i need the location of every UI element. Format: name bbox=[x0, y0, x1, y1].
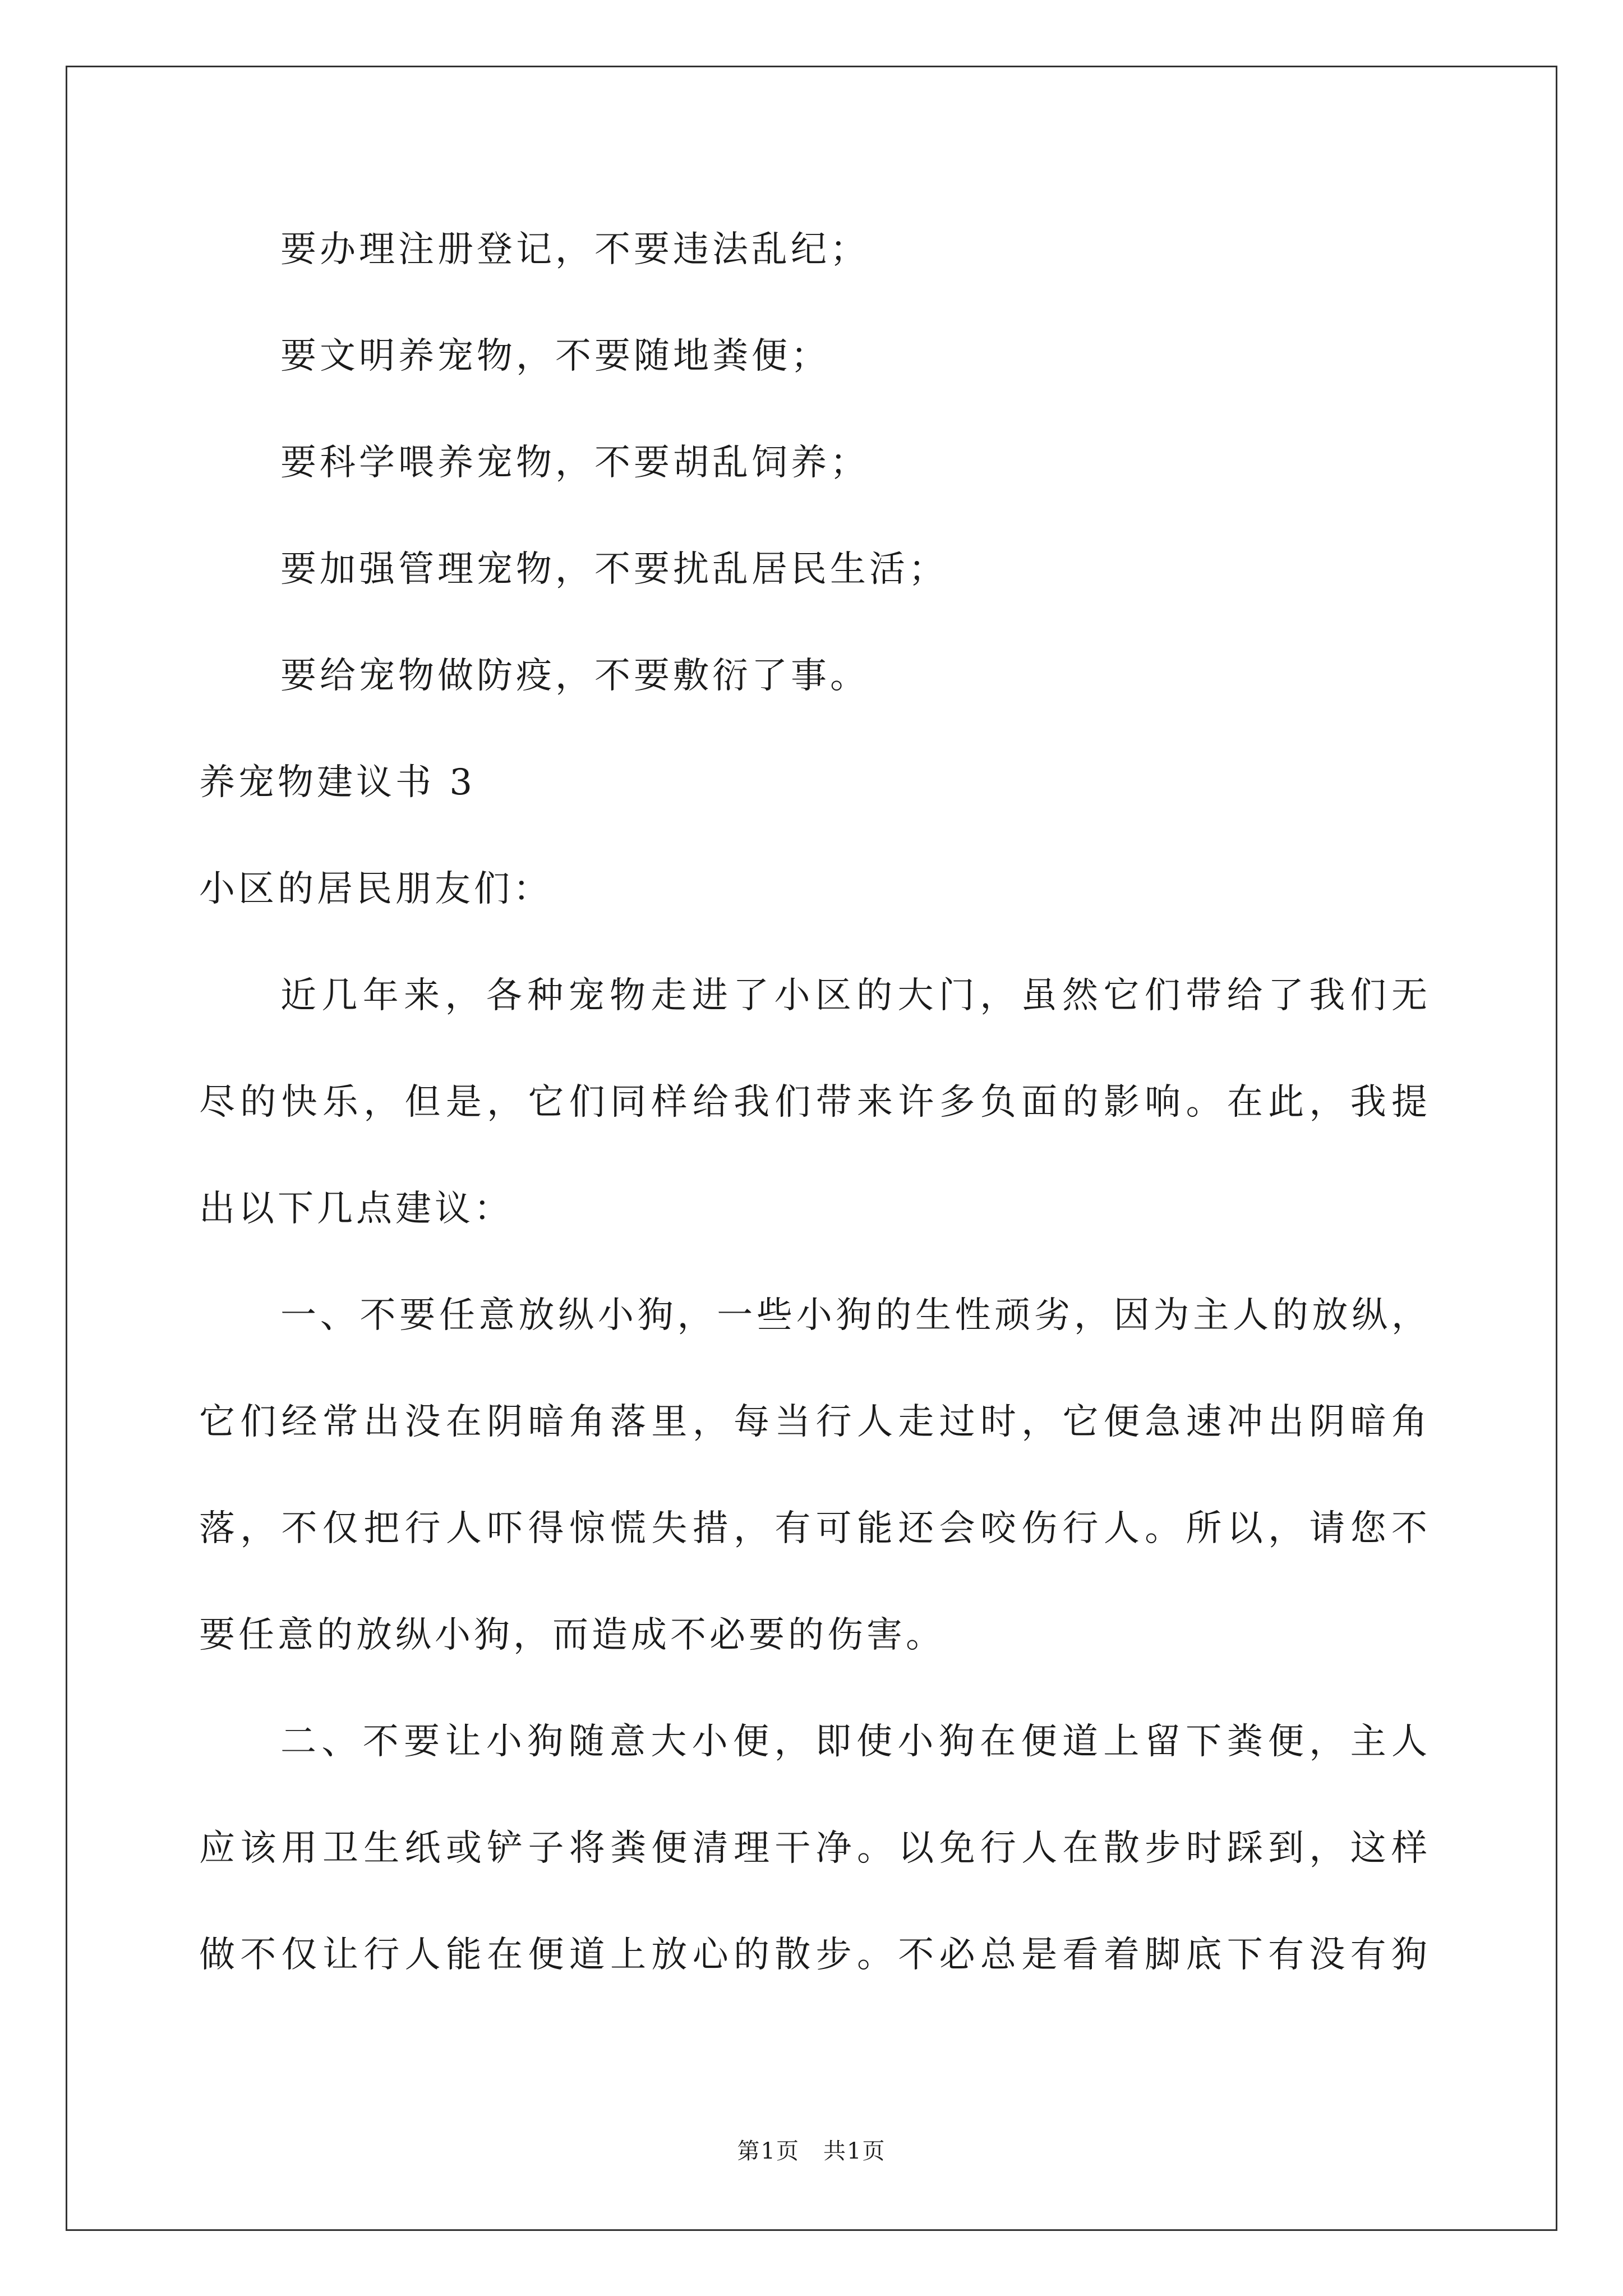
text-line: 落，不仅把行人吓得惊慌失措，有可能还会咬伤行人。所以，请您不 bbox=[199, 1508, 1427, 1549]
salutation: 小区的居民朋友们： bbox=[199, 868, 552, 910]
section-heading: 养宠物建议书 3 bbox=[199, 762, 476, 803]
text-line: 它们经常出没在阴暗角落里，每当行人走过时，它便急速冲出阴暗角 bbox=[199, 1401, 1427, 1443]
text-line: 近几年来，各种宠物走进了小区的大门，虽然它们带给了我们无 bbox=[280, 975, 1427, 1016]
text-line: 要给宠物做防疫，不要敷衍了事。 bbox=[280, 655, 869, 697]
text-line: 要任意的放纵小狗，而造成不必要的伤害。 bbox=[199, 1614, 945, 1656]
text-line: 做不仅让行人能在便道上放心的散步。不必总是看着脚底下有没有狗 bbox=[199, 1934, 1427, 1976]
text-line: 出以下几点建议： bbox=[199, 1188, 513, 1230]
text-line: 尽的快乐，但是，它们同样给我们带来许多负面的影响。在此，我提 bbox=[199, 1082, 1427, 1123]
text-line: 要办理注册登记，不要违法乱纪； bbox=[280, 229, 869, 270]
text-line: 要加强管理宠物，不要扰乱居民生活； bbox=[280, 549, 948, 590]
text-line: 一、不要任意放纵小狗，一些小狗的生性顽劣，因为主人的放纵， bbox=[280, 1295, 1427, 1336]
text-line: 要文明养宠物，不要随地粪便； bbox=[280, 335, 830, 377]
text-line: 应该用卫生纸或铲子将粪便清理干净。以免行人在散步时踩到，这样 bbox=[199, 1828, 1427, 1869]
text-line: 要科学喂养宠物，不要胡乱饲养； bbox=[280, 442, 869, 484]
text-line: 二、不要让小狗随意大小便，即使小狗在便道上留下粪便，主人 bbox=[280, 1721, 1427, 1763]
page-footer: 第1页 共1页 bbox=[737, 2138, 886, 2164]
